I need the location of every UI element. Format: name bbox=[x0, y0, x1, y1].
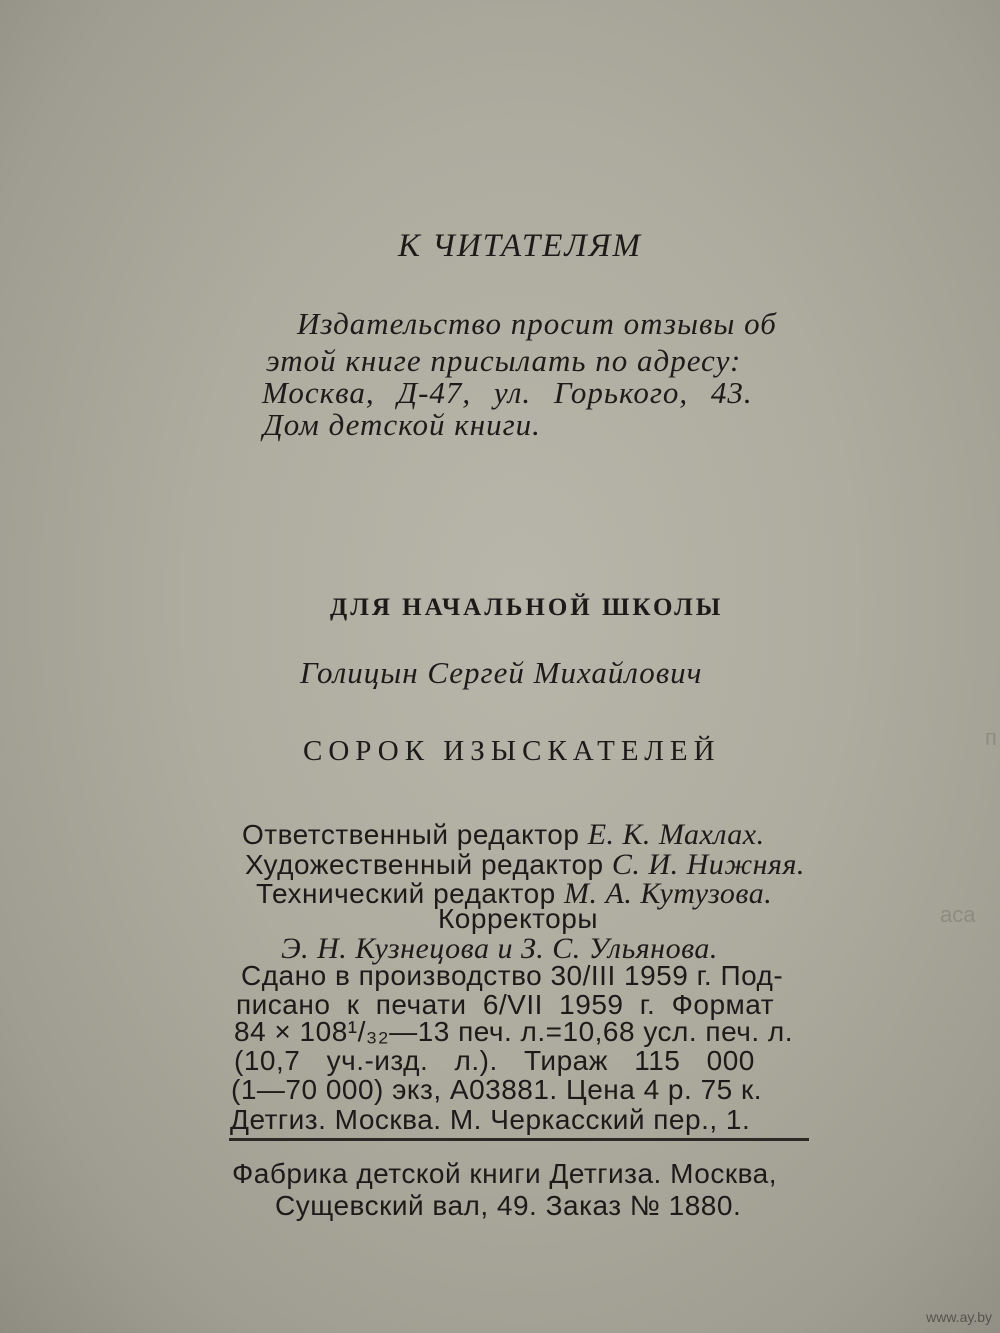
site-watermark: www.ay.by bbox=[926, 1309, 992, 1325]
series-label: ДЛЯ НАЧАЛЬНОЙ ШКОЛЫ bbox=[330, 594, 724, 621]
notice-line: Москва, Д-47, ул. Горького, 43. bbox=[262, 375, 753, 410]
production-line: (10,7 уч.-изд. л.). Тираж 115 000 bbox=[234, 1045, 755, 1076]
correctors-label: Корректоры bbox=[438, 903, 598, 934]
production-line: 84 × 108¹/₃₂—13 печ. л.=10,68 усл. печ. л. bbox=[234, 1016, 793, 1047]
production-line: Сдано в производство 30/III 1959 г. Под- bbox=[241, 960, 784, 991]
notice-heading: К ЧИТАТЕЛЯМ bbox=[398, 228, 642, 264]
notice-line: Дом детской книги. bbox=[263, 407, 541, 442]
notice-line: Издательство просит отзывы об bbox=[297, 306, 777, 341]
art-editor-name: С. И. Нижняя. bbox=[611, 848, 805, 881]
resp-editor-label: Ответственный редактор bbox=[242, 819, 580, 850]
art-editor-line bbox=[245, 850, 805, 880]
art-editor-label: Художественный редактор bbox=[245, 849, 604, 880]
show-through-mark: аса bbox=[940, 902, 976, 927]
author-name: Голицын Сергей Михайлович bbox=[300, 655, 703, 690]
resp-editor-name: Е. К. Махлах. bbox=[587, 818, 765, 851]
book-title: СОРОК ИЗЫСКАТЕЛЕЙ bbox=[303, 735, 721, 767]
production-line: писано к печати 6/VII 1959 г. Формат bbox=[236, 989, 775, 1020]
factory-line: Фабрика детской книги Детгиза. Москва, bbox=[232, 1158, 777, 1189]
resp-editor-line bbox=[242, 820, 765, 850]
production-line: (1—70 000) экз, А03881. Цена 4 р. 75 к. bbox=[231, 1074, 763, 1105]
notice-line: этой книге присылать по адресу: bbox=[266, 343, 742, 378]
show-through-mark: п bbox=[985, 725, 997, 750]
production-line: Детгиз. Москва. М. Черкасский пер., 1. bbox=[230, 1104, 751, 1135]
tech-editor-label: Технический редактор bbox=[256, 878, 556, 909]
factory-line: Сущевский вал, 49. Заказ № 1880. bbox=[275, 1190, 742, 1221]
divider-rule bbox=[229, 1138, 809, 1141]
tech-editor-name: М. А. Кутузова. bbox=[564, 877, 773, 910]
correctors-names: Э. Н. Кузнецова и З. С. Ульянова. bbox=[281, 932, 718, 965]
